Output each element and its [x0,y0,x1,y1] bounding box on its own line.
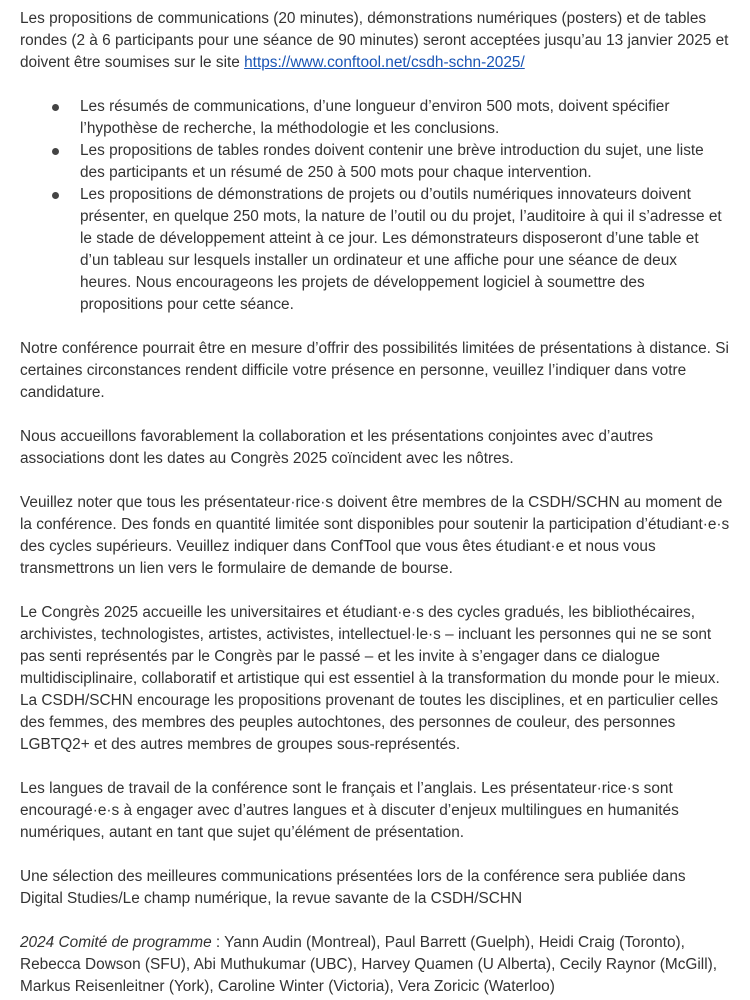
list-item-text: Les propositions de tables rondes doivent contenir une brève introduction du sujet, une liste des participants et un résumé de 250 à 500 mots pour chaque intervention. [80,142,704,181]
bullet-icon [52,148,59,155]
committee-paragraph [20,932,730,998]
committee-members: : Yann Audin (Montreal), Paul Barrett (Guelph), Heidi Craig (Toronto), Rebecca Dowson (SFU), Abi Muthukumar (UBC), Harvey Quamen (U Alberta), Cecily Raynor (McGill), Markus Reisenleitner (York), Caroline Winter (Victoria), Vera Zoricic (Waterloo) [20,934,718,995]
bullet-icon [52,192,59,199]
list-item [80,184,730,316]
conftool-link[interactable]: https://www.conftool.net/csdh-schn-2025/ [244,54,525,71]
list-item [80,96,730,140]
intro-text: Les propositions de communications (20 minutes), démonstrations numériques (posters) et de tables rondes (2 à 6 participants pour une séance de 90 minutes) seront acceptées jusqu’au 13 janvier 2025 et doivent être soumises sur le site [20,10,729,71]
collaboration-paragraph: Nous accueillons favorablement la collaboration et les présentations conjointes avec d’autres associations dont les dates au Congrès 2025 coïncident avec les nôtres. [20,428,654,467]
languages-paragraph: Les langues de travail de la conférence sont le français et l’anglais. Les présentateur·rice·s sont encouragé·e·s à engager avec d’autres langues et à discuter d’enjeux multilingues en humanités numériques, autant en tant que sujet qu’élément de présentation. [20,780,679,841]
list-item [80,140,730,184]
inclusion-paragraph: Le Congrès 2025 accueille les universitaires et étudiant·e·s des cycles gradués, les bibliothécaires, archivistes, technologistes, artistes, activistes, intellectuel·le·s – incluant les personnes qui ne se sont pas senti représentés par le Congrès par le passé – et les invite à s’engager dans ce dialogue multidisciplinaire, collaboratif et artistique qui est essentiel à la transformation du monde pour le mieux. La CSDH/SCHN encourage les propositions provenant de toutes les disciplines, et en particulier celles des femmes, des membres des peuples autochtones, des personnes de couleur, des personnes LGBTQ2+ et des autres membres de groupes sous-représentés. [20,604,720,753]
remote-paragraph: Notre conférence pourrait être en mesure d’offrir des possibilités limitées de présentations à distance. Si certaines circonstances rendent difficile votre présence en personne, veuillez l’indiquer dans votre candidature. [20,340,729,401]
intro-paragraph [20,8,730,74]
membership-paragraph: Veuillez noter que tous les présentateur·rice·s doivent être membres de la CSDH/SCHN au moment de la conférence. Des fonds en quantité limitée sont disponibles pour soutenir la participation d’étudiant·e·s des cycles supérieurs. Veuillez indiquer dans ConfTool que vous êtes étudiant·e et nous vous transmettrons un lien vers le formulaire de demande de bourse. [20,494,730,577]
list-item-text: Les propositions de démonstrations de projets ou d’outils numériques innovateurs doivent présenter, en quelque 250 mots, la nature de l’outil ou du projet, l’auditoire à qui il s’adresse et le stade de développement atteint à ce jour. Les démonstrateurs disposeront d’une table et d’un tableau sur lesquels installer un ordinateur et une affiche pour une séance de deux heures. Nous encourageons les projets de développement logiciel à soumettre des propositions pour cette séance. [80,186,722,313]
requirements-list [20,96,730,316]
bullet-icon [52,104,59,111]
list-item-text: Les résumés de communications, d’une longueur d’environ 500 mots, doivent spécifier l’hypothèse de recherche, la méthodologie et les conclusions. [80,98,670,137]
committee-label: 2024 Comité de programme [20,934,212,951]
publication-paragraph: Une sélection des meilleures communications présentées lors de la conférence sera publiée dans Digital Studies/Le champ numérique, la revue savante de la CSDH/SCHN [20,868,686,907]
